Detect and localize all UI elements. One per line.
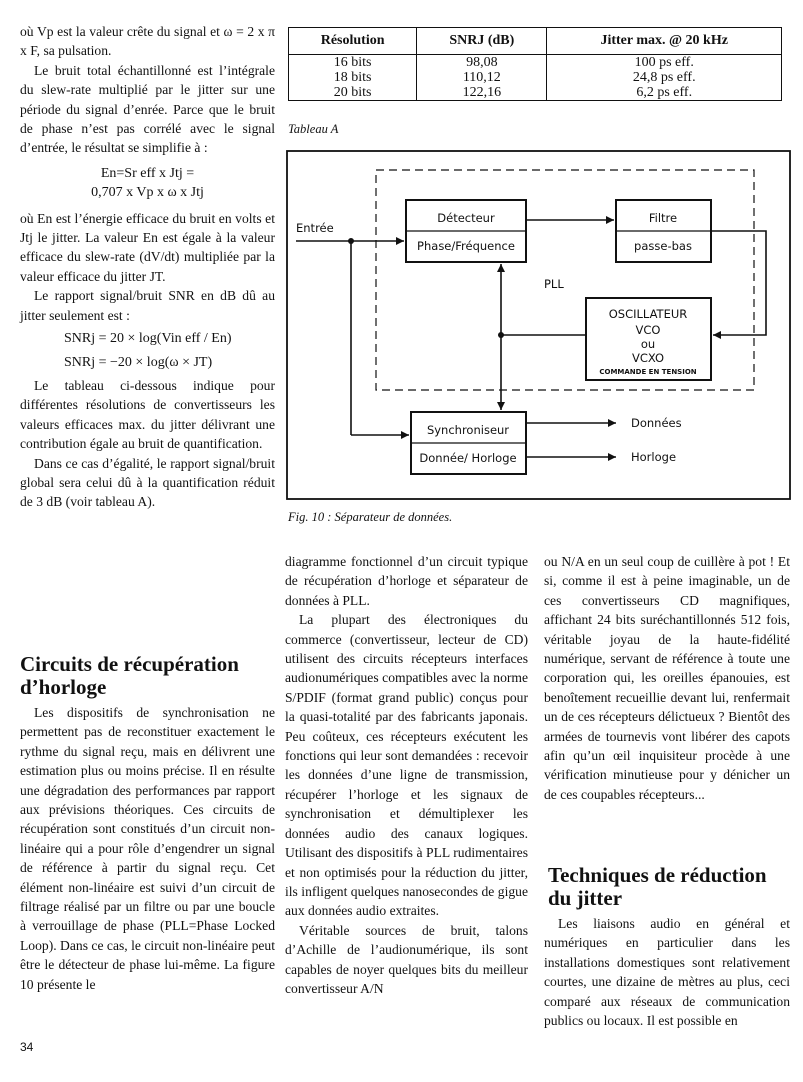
table-header: Résolution [289, 28, 417, 55]
label-detector-2: Phase/Fréquence [417, 239, 515, 253]
column-3 [544, 552, 790, 804]
label-osc-4: VCXO [631, 351, 665, 365]
paragraph: où Vp est la valeur crête du signal et ω = 2 x π x F, sa pulsation. [20, 24, 275, 59]
table-header: Jitter max. @ 20 kHz [547, 28, 782, 55]
label-osc-3: ou [640, 337, 656, 351]
label-filter-2: passe-bas [634, 239, 692, 253]
paragraph: Le tableau ci-dessous indique pour différentes résolutions de convertisseurs les valeurs efficaces max. du jitter délivrant une contribution égale au bruit de quantification. [20, 377, 275, 452]
label-data-out: Données [631, 416, 682, 430]
paragraph: où En est l’énergie efficace du bruit en volts et Jtj le jitter. La valeur En est égale à la valeur efficace du slew-rate (dV/dt) multipliée par la valeur efficace du jitter JT. [20, 210, 275, 284]
page-number: 34 [20, 1040, 34, 1054]
table-row: 16 bits 98,08 100 ps eff. [289, 55, 782, 71]
paragraph: Le rapport signal/bruit SNR en dB dû au jitter seulement est : [20, 288, 275, 323]
label-osc-1: OSCILLATEUR [608, 307, 688, 321]
table-row: 20 bits 122,16 6,2 ps eff. [289, 85, 782, 101]
equation-snr-1: SNRj = 20 × log(Vin eff / En) [64, 331, 232, 347]
label-pll: PLL [544, 277, 564, 291]
table-caption: Tableau A [288, 122, 339, 136]
column-1-bottom [20, 703, 275, 994]
figure-caption: Fig. 10 : Séparateur de données. [288, 510, 453, 524]
table-row: 18 bits 110,12 24,8 ps eff. [289, 70, 782, 85]
equation-snr-2: SNRj = −20 × log(ω × JT) [64, 354, 213, 370]
section-heading: Circuits de récupération d’horloge [20, 652, 239, 699]
label-filter-1: Filtre [648, 211, 678, 225]
paragraph: La plupart des électroniques du commerce (convertisseur, lecteur de CD) utilisent des circuits récepteurs interfaces audionumériques compatibles avec la norme S/PDIF (format grand public) conçus pour la quasi-totalité par des fabricants japonais. Peu coûteux, ces récepteurs exécutent les fonctions qui leur sont demandées : recevoir les données d’une ligne de transmission, récupérer l’horloge et les signaux de synchronisation et démultiplexer les données audio des canaux logiques. Utilisant des dispositifs à PLL rudimentaires et non optimisés pour la réduction du jitter, ils infligent quelques nanosecondes de gigue aux données audio extraites. [285, 612, 528, 919]
label-detector-1: Détecteur [437, 211, 495, 225]
paragraph: Dans ce cas d’égalité, le rapport signal/bruit global sera celui dû à la quantification réduit de 3 dB (voir tableau A). [20, 455, 275, 510]
label-osc-2: VCO [635, 323, 661, 337]
paragraph: Les liaisons audio en général et numériques en particulier dans les installations domestiques sont relativement courtes, une dizaine de mètres au plus, ceci comparé aux réseaux de communication publics ou locaux. Il est possible en [544, 916, 790, 1029]
paragraph: diagramme fonctionnel d’un circuit typique de récupération d’horloge et séparateur de données à PLL. [285, 554, 528, 608]
paragraph: Les dispositifs de synchronisation ne permettent pas de reconstituer exactement le rythme du signal reçu, mais en délivrent une estimation plus ou moins précise. Il en résulte une dégradation des performances par rapport aux prévisions théoriques. Ces circuits de récupération sont constitués d’un circuit non-linéaire qui a pour rôle d’engendrer un signal de référence à partir du signal reçu. Cet élément non-linéaire est suivi d’un circuit de filtrage réalisé par un filtre ou par une boucle à verrouillage de phase (PLL=Phase Locked Loop). Dans ce cas, le circuit non-linéaire peut être le détecteur de phase lui-même. La figure 10 présente le [20, 705, 275, 992]
section-heading: Techniques de réduction du jitter [548, 863, 767, 910]
paragraph: Véritable sources de bruit, talons d’Achille de l’audionumérique, ils sont capables de noyer quelques bits du meilleur convertisseur A/N [285, 922, 528, 996]
label-input: Entrée [296, 221, 334, 235]
column-2 [285, 552, 528, 998]
label-clock-out: Horloge [631, 450, 677, 464]
label-sync-1: Synchroniseur [426, 423, 510, 437]
label-osc-5: COMMANDE EN TENSION [599, 368, 697, 376]
paragraph: ou N/A en un seul coup de cuillère à pot ! Et si, comme il est à peine imaginable, un de ces convertisseurs CD magnifiques, affichant 24 bits suréchantillonnés 512 fois, véritable joyau de la haute-fidélité numérique, servant de référence à toute une corporation qui, les oreilles épanouies, est benoîtement recueillie devant lui, renfermait un de ces récepteurs délictueux ? Bientôt des armées de tournevis vont libérer des capots afin qu’un œil inquisiteur procède à une vérification minutieuse pour y dénicher un de ces coupables récepteurs... [544, 554, 790, 802]
equation-energy: En=Sr eff x Jtj = 0,707 x Vp x ω x Jtj [91, 165, 204, 201]
table-header: SNRJ (dB) [417, 28, 547, 55]
column-1-top [20, 22, 275, 512]
block-diagram [286, 150, 791, 500]
column-3-bottom [544, 914, 790, 1030]
table-a [288, 27, 782, 101]
paragraph: Le bruit total échantillonné est l’intégrale du slew-rate multiplié par le jitter sur une période du signal d’enrée. Parce que le bruit de phase n’est pas corrélé avec le signal d’entrée, le résultat se simplifie à : [20, 62, 275, 156]
label-sync-2: Donnée/ Horloge [419, 451, 517, 465]
